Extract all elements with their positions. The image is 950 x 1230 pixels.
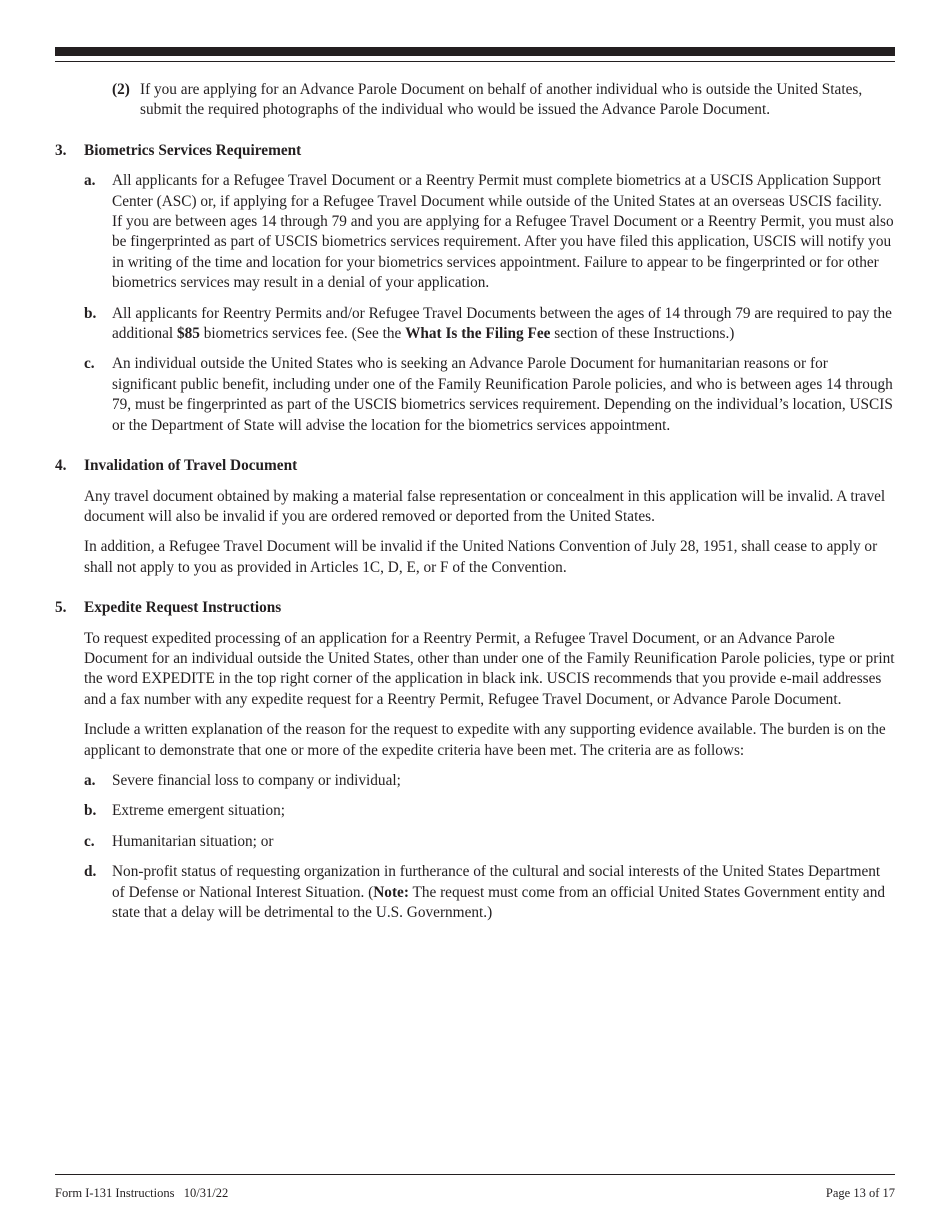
item-label: c. [84, 355, 95, 373]
section-3-item-a [55, 171, 895, 293]
item-2 [55, 80, 895, 121]
footer-rule [55, 1174, 895, 1175]
item-label: b. [84, 802, 97, 820]
item-text: Humanitarian situation; or [112, 832, 274, 850]
section-title: Biometrics Services Requirement [84, 141, 302, 159]
section-5-heading [55, 598, 895, 618]
item-text [112, 862, 895, 923]
section-number: 3. [55, 141, 67, 159]
fee-amount: $85 [177, 325, 200, 343]
section-3-item-c [55, 354, 895, 436]
section-title: Invalidation of Travel Document [84, 457, 298, 475]
item-label: a. [84, 172, 96, 190]
item-label: c. [84, 832, 95, 850]
item-text: All applicants for a Refugee Travel Document or a Reentry Permit must complete biometrics at a USCIS Application Support Center (ASC) or, if applying for a Refugee Travel Document while outside of the United States at an overseas USCIS facility. If you are between ages 14 through 79 and you are applying for a Refugee Travel Document or a Reentry Permit, you must also be fingerprinted as part of USCIS biometrics services requirement. After you have filed this application, USCIS will notify you in writing of the time and location for your biometrics services appointment. Failure to appear to be fingerprinted or for other biometrics services may result in a denial of your application. [112, 172, 894, 292]
item-text: An individual outside the United States who is seeking an Advance Parole Document for humanitarian reasons or for significant public benefit, including under one of the Family Reunification Parole policies, and who is between ages 14 through 79, must be fingerprinted as part of the USCIS biometrics services requirement. Depending on the individual’s location, USCIS or the Department of State will advise the location for the biometrics services appointment. [112, 355, 893, 434]
paragraph: Any travel document obtained by making a material false representation or concealment in this application will be invalid. A travel document will also be invalid if you are ordered removed or deported from the United States. [84, 487, 886, 525]
section-5-item-b [55, 801, 895, 821]
section-number: 5. [55, 599, 67, 617]
item-label: a. [84, 771, 96, 789]
footer-page-number: Page 13 of 17 [825, 1186, 895, 1200]
text-run: Non-profit status of requesting organization in furtherance of the cultural and social interests of the United States Department of Defense or National Interest Situation. ( [112, 863, 881, 901]
section-3-heading [55, 141, 895, 161]
section-3-item-b [55, 304, 895, 345]
item-text: If you are applying for an Advance Parole Document on behalf of another individual who is outside the United States, submit the required photographs of the individual who would be issued the Advance Parole Document. [140, 81, 863, 119]
section-number: 4. [55, 457, 67, 475]
item-label: d. [84, 863, 97, 881]
item-text: Severe financial loss to company or individual; [112, 771, 401, 789]
section-reference: What Is the Filing Fee [405, 325, 551, 343]
paragraph: To request expedited processing of an application for a Reentry Permit, a Refugee Travel Document, or an Advance Parole Document for an individual outside the United States, other than under one of the Family Reunification Parole policies, type or print the word EXPEDITE in the top right corner of the application in black ink. USCIS recommends that you provide e-mail addresses and a fax number with any expedite request for a Reentry Permit, Refugee Travel Document, or Advance Parole Document. [84, 629, 895, 708]
section-5-item-d [55, 862, 895, 923]
section-5-item-c [55, 832, 895, 852]
item-text: Extreme emergent situation; [112, 802, 286, 820]
text-run: section of these Instructions.) [550, 325, 735, 343]
header-rule-thin [55, 61, 895, 62]
section-5-item-a [55, 771, 895, 791]
item-label: b. [84, 304, 97, 322]
header-rule-thick [55, 47, 895, 56]
item-text [112, 304, 895, 345]
paragraph: Include a written explanation of the reason for the request to expedite with any supporting evidence available. The burden is on the applicant to demonstrate that one or more of the expedite criteria have been met. The criteria are as follows: [84, 721, 886, 759]
section-4-heading [55, 456, 895, 476]
footer-form-id: Form I-131 Instructions 10/31/22 [55, 1186, 229, 1200]
text-run: The request must come from an official United States Government entity and state that a delay will be detrimental to the U.S. Government.) [112, 883, 886, 921]
text-run: biometrics services fee. (See the [199, 325, 406, 343]
note-label: Note: [373, 883, 409, 901]
paragraph: In addition, a Refugee Travel Document will be invalid if the United Nations Convention of July 28, 1951, shall cease to apply or shall not apply to you as provided in Articles 1C, D, E, or F of the Convention. [84, 538, 878, 576]
text-run: All applicants for Reentry Permits and/or Refugee Travel Documents between the ages of 14 through 79 are required to pay the additional [112, 304, 892, 343]
page-content [55, 80, 895, 933]
item-label: (2) [112, 81, 130, 98]
section-title: Expedite Request Instructions [84, 599, 282, 617]
